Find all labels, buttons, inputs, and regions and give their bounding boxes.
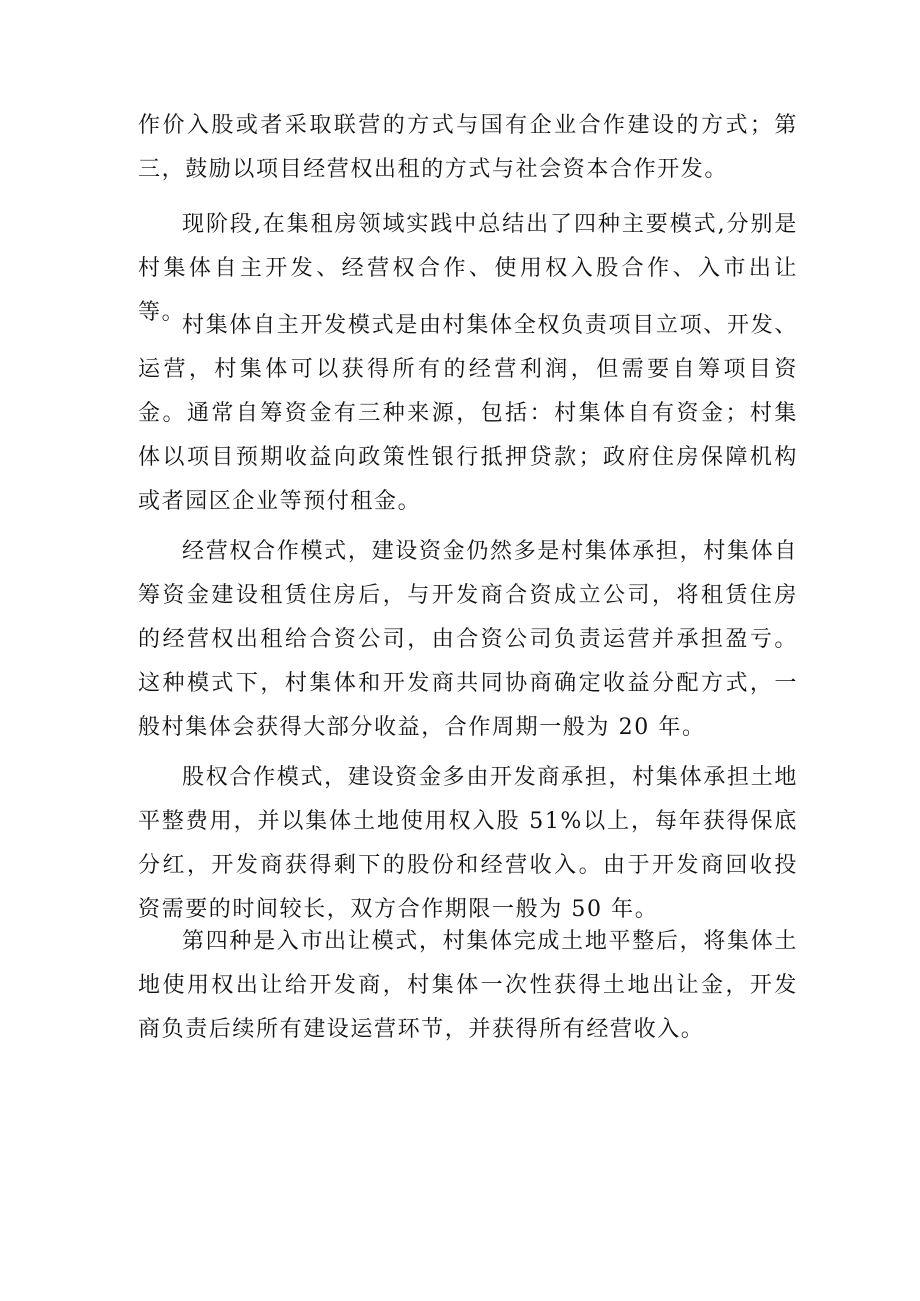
paragraph-4: 经营权合作模式，建设资金仍然多是村集体承担，村集体自筹资金建设租赁住房后，与开发商合资成立公司，将租赁住房的经营权出租给合资公司，由合资公司负责运营并承担盈亏。这种模式下，村集体和开发商共同协商确定收益分配方式，一般村集体会获得大部分收益，合作周期一般为 20 年。 — [138, 539, 798, 740]
paragraph-2: 现阶段,在集租房领域实践中总结出了四种主要模式,分别是村集体自主开发、经营权合作、使用权入股合作、入市出让等。 — [138, 212, 798, 325]
paragraph-5: 股权合作模式，建设资金多由开发商承担，村集体承担土地平整费用，并以集体土地使用权入股 51%以上，每年获得保底分红，开发商获得剩下的股份和经营收入。由于开发商回收投资需要的时间较长，双方合作期限一般为 50 年。 — [138, 765, 798, 922]
paragraph-block-5 — [138, 756, 798, 932]
paragraph-block-3 — [138, 304, 798, 524]
paragraph-block-4 — [138, 530, 798, 750]
paragraph-6: 第四种是入市出让模式，村集体完成土地平整后，将集体土地使用权出让给开发商，村集体一次性获得土地出让金，开发商负责后续所有建设运营环节，并获得所有经营收入。 — [138, 929, 798, 1042]
paragraph-3: 村集体自主开发模式是由村集体全权负责项目立项、开发、运营，村集体可以获得所有的经营利润，但需要自筹项目资金。通常自筹资金有三种来源，包括：村集体自有资金；村集体以项目预期收益向政策性银行抵押贷款；政府住房保障机构或者园区企业等预付租金。 — [138, 313, 798, 514]
paragraph-block-6 — [138, 920, 798, 1052]
paragraph-continuation — [138, 104, 798, 192]
paragraph-1: 作价入股或者采取联营的方式与国有企业合作建设的方式；第三，鼓励以项目经营权出租的方式与社会资本合作开发。 — [138, 113, 798, 182]
